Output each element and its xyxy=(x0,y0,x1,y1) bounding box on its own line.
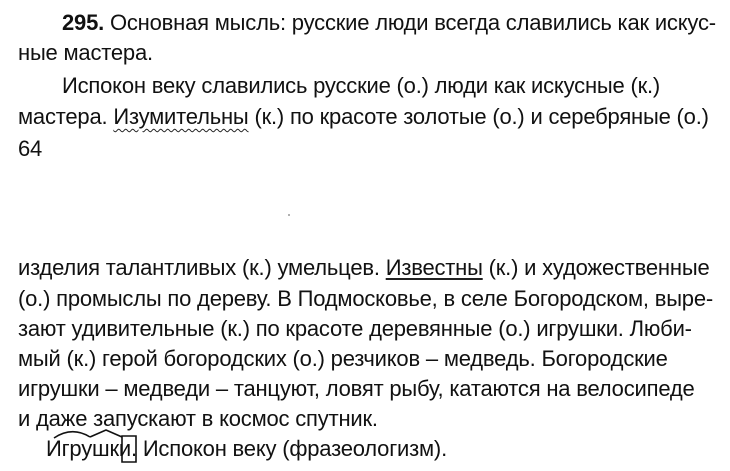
paragraph2-line5: игрушки – медведи – танцуют, ловят рыбу, катаются на велосипеде xyxy=(18,376,695,401)
scan-speck xyxy=(288,214,290,216)
morpheme-analyzed-word xyxy=(46,436,131,462)
analyzed-word-text: Игрушки xyxy=(46,436,131,461)
morpheme-marks xyxy=(46,429,140,465)
main-idea-continuation: ные мастера. xyxy=(18,40,153,65)
predicate-izvestny: Известны xyxy=(385,255,483,280)
paragraph1-line2 xyxy=(18,104,709,130)
page-number: 64 xyxy=(18,136,43,161)
ending-box xyxy=(122,436,136,462)
suffix-caret xyxy=(90,430,122,437)
paragraph2-line1-end: (к.) и художественные xyxy=(482,255,710,280)
paragraph1-line1: Испокон веку славились русские (о.) люди как искусные (к.) xyxy=(62,73,661,98)
paragraph2-line2: (о.) промыслы по дереву. В Подмосковье, в селе Богородском, выре- xyxy=(18,286,714,311)
task-number: 295. xyxy=(62,10,105,35)
paragraph2-line4: мый (к.) герой богородских (о.) резчиков – медведь. Богородские xyxy=(18,346,668,371)
paragraph2-line6: и даже запускают в космос спутник. xyxy=(18,406,378,431)
paragraph2-line3: зают удивительные (к.) по красоте деревянные (о.) игрушки. Люби- xyxy=(18,316,692,341)
paragraph2-line1-start: изделия талантливых (к.) умельцев. xyxy=(18,255,386,280)
predicate-izumitelny: Изумительны xyxy=(113,104,249,129)
root-arc xyxy=(54,432,90,438)
paragraph1-line2-end: (к.) по красоте золотые (о.) и серебряные (о.) xyxy=(248,104,709,129)
paragraph2-line1 xyxy=(18,255,709,281)
analysis-line xyxy=(46,436,447,462)
paragraph1-line2-start: мастера. xyxy=(18,104,114,129)
analysis-rest: . Испокон веку (фразеологизм). xyxy=(131,436,447,461)
task-title-line xyxy=(62,10,716,36)
main-idea-text: Основная мысль: русские люди всегда славились как искус- xyxy=(109,10,716,35)
